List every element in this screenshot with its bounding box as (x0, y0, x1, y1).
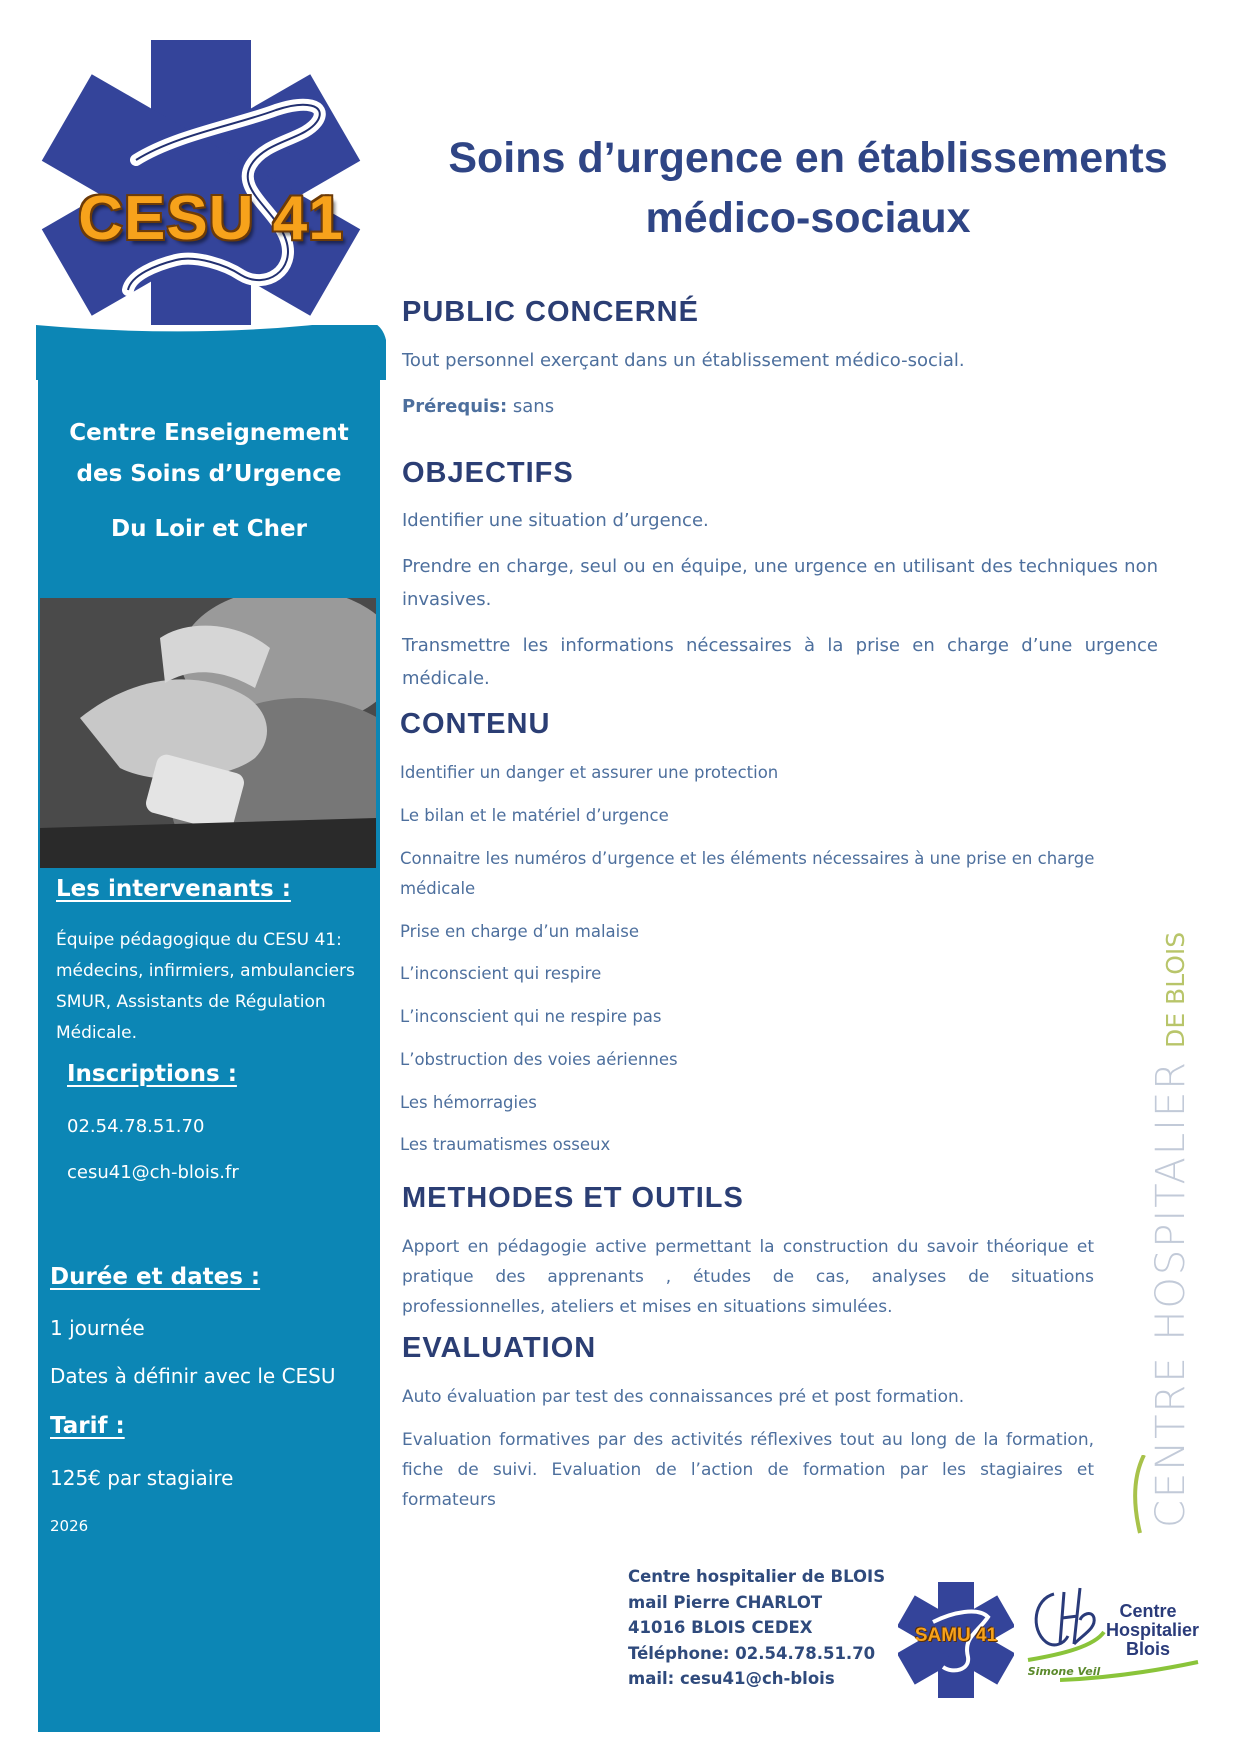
footer-line: Centre hospitalier de BLOIS (628, 1567, 886, 1586)
inscriptions-heading: Inscriptions : (67, 1061, 237, 1087)
prerequis-label: Prérequis: (402, 396, 508, 417)
contenu-item: Le bilan et le matériel d’urgence (400, 806, 669, 825)
org-name-line2: des Soins d’Urgence (76, 461, 342, 487)
contenu-item: L’inconscient qui ne respire pas (400, 1007, 662, 1026)
methodes-text: Apport en pédagogie active permettant la construction du savoir théorique et pratique des apprenants , études de cas, analyses de situations professionnelles, ateliers et mises en situations simulées. (402, 1237, 1094, 1317)
footer-line: mail Pierre CHARLOT (628, 1592, 823, 1612)
samu41-logo-text: SAMU 41 (914, 1625, 998, 1646)
inscriptions-email: cesu41@ch-blois.fr (67, 1162, 239, 1183)
page-title-line1: Soins d’urgence en établissements (448, 134, 1168, 182)
contenu-item: Prise en charge d’un malaise (400, 922, 639, 941)
org-name-line1: Centre Enseignement (69, 420, 349, 446)
footer-contact (628, 1564, 928, 1692)
vertical-brand-main: CENTRE HOSPITALIER (1148, 1059, 1194, 1528)
vertical-brand-suffix: DE BLOIS (1161, 931, 1190, 1048)
objectif-item: Identifier une situation d’urgence. (402, 510, 709, 531)
chb-logo-name-line: Centre (1119, 1601, 1177, 1621)
contenu-item: Identifier un danger et assurer une protection (400, 763, 779, 782)
evaluation-heading: EVALUATION (402, 1332, 597, 1364)
chb-logo-name-line: Blois (1125, 1639, 1170, 1659)
prerequis-value: sans (507, 396, 555, 417)
methodes-heading: METHODES ET OUTILS (402, 1182, 744, 1214)
duree-value: 1 journée (50, 1316, 145, 1340)
duree-heading: Durée et dates : (50, 1264, 261, 1290)
intervenants-heading: Les intervenants : (56, 876, 291, 902)
objectif-item: Transmettre les informations nécessaires à la prise en charge d’une urgence médicale. (402, 635, 1158, 689)
page-title-line2: médico-sociaux (645, 194, 971, 242)
public-heading: PUBLIC CONCERNÉ (402, 296, 699, 328)
year: 2026 (50, 1517, 89, 1535)
page-title (402, 128, 1214, 248)
prerequis (402, 396, 554, 417)
footer-line: Téléphone: 02.54.78.51.70 (628, 1643, 876, 1663)
cesu41-logo-text: CESU 41 (78, 184, 344, 253)
chb-logo-name (1106, 1601, 1200, 1659)
brand-swoosh-icon (1126, 1455, 1156, 1535)
contenu-item: Connaitre les numéros d’urgence et les éléments nécessaires à une prise en charge médicale (400, 849, 1095, 898)
footer-line: 41016 BLOIS CEDEX (628, 1618, 813, 1637)
contenu-item: Les hémorragies (400, 1093, 537, 1112)
contenu-item: L’inconscient qui respire (400, 964, 602, 983)
footer-line: mail: cesu41@ch-blois (628, 1669, 835, 1688)
tarif-heading: Tarif : (50, 1413, 125, 1439)
inscriptions-phone: 02.54.78.51.70 (67, 1116, 205, 1137)
chb-logo-subtitle: Simone Veil (1027, 1665, 1101, 1678)
intervenants-text: Équipe pédagogique du CESU 41: médecins, infirmiers, ambulanciers SMUR, Assistants de Régulation Médicale. (56, 930, 355, 1043)
dates-value: Dates à définir avec le CESU (50, 1364, 336, 1388)
org-name-line3: Du Loir et Cher (111, 516, 307, 542)
chb-monogram-icon (1024, 1584, 1106, 1664)
contenu-heading: CONTENU (400, 708, 551, 740)
evaluation-item: Evaluation formatives par des activités réflexives tout au long de la formation, fiche de suivi. Evaluation de l’action de formation par les stagiaires et formateurs (402, 1430, 1094, 1510)
tarif-value: 125€ par stagiaire (50, 1466, 234, 1490)
objectif-item: Prendre en charge, seul ou en équipe, une urgence en utilisant des techniques non invasives. (402, 556, 1158, 610)
chb-logo-name-line: Hospitalier (1106, 1620, 1200, 1640)
evaluation-item: Auto évaluation par test des connaissances pré et post formation. (402, 1387, 965, 1407)
public-text: Tout personnel exerçant dans un établissement médico-social. (402, 350, 965, 371)
objectifs-heading: OBJECTIFS (402, 457, 574, 489)
training-photo (40, 598, 376, 868)
contenu-item: L’obstruction des voies aériennes (400, 1050, 678, 1069)
contenu-item: Les traumatismes osseux (400, 1135, 611, 1154)
